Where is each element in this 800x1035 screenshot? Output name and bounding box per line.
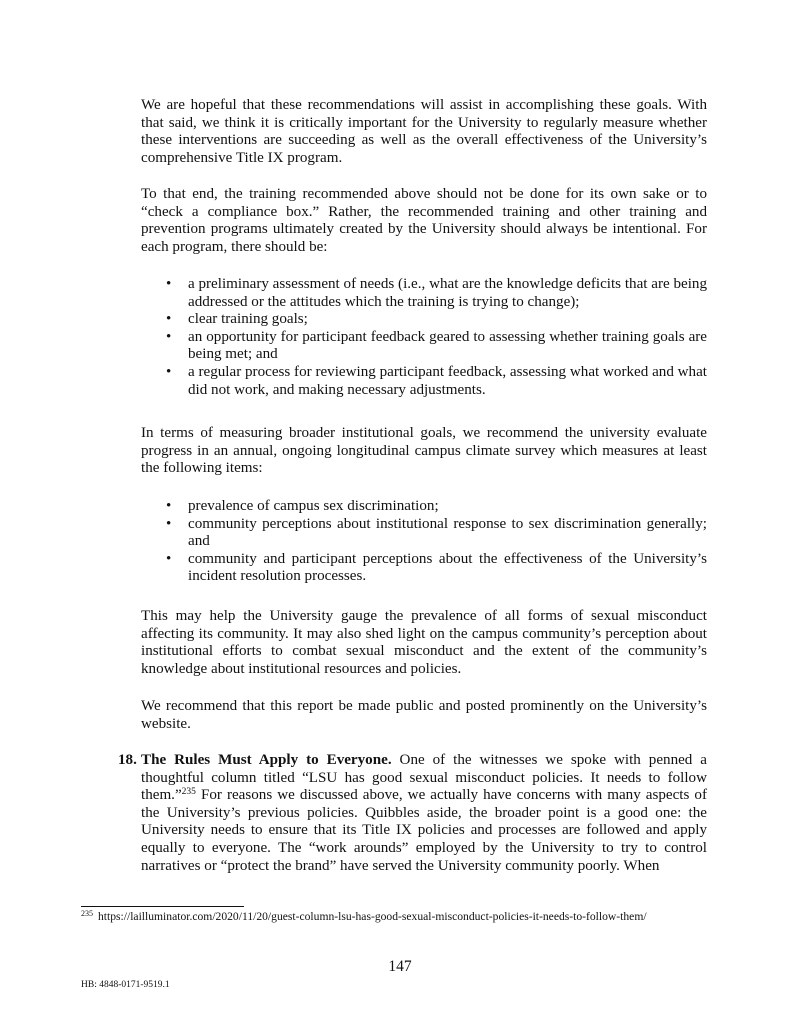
bullet-icon: •: [166, 550, 172, 567]
paragraph-gauge-prevalence: This may help the University gauge the prevalence of all forms of sexual misconduct affecting its community. It may also shed light on the campus community’s perception about institutional efforts to combat sexual misconduct and the extent of the community’s knowledge about institutional resources and policies.: [141, 608, 707, 677]
page-number: 147: [388, 958, 412, 975]
list-item: • an opportunity for participant feedback geared to assessing whether training goals are being met; and: [166, 328, 707, 363]
paragraph-institutional-goals: In terms of measuring broader institutional goals, we recommend the university evaluate progress in an annual, ongoing longitudinal campus climate survey which measures at least the following items:: [141, 425, 707, 477]
numbered-item-18: [118, 752, 707, 875]
footnote-number: 235: [81, 909, 93, 918]
bullet-icon: •: [166, 276, 172, 292]
list-item: • community and participant perceptions about the effectiveness of the University’s incident resolution processes.: [166, 550, 707, 585]
document-id: HB: 4848-0171-9519.1: [81, 980, 170, 990]
list-item: • community perceptions about institutional response to sex discrimination generally; and: [166, 515, 707, 550]
list-item: • prevalence of campus sex discrimination;: [166, 498, 439, 514]
footnote-reference[interactable]: 235: [181, 787, 196, 798]
bullet-icon: •: [166, 363, 172, 380]
footnote-link[interactable]: https://lailluminator.com/2020/11/20/guest-column-lsu-has-good-sexual-misconduct-policies-it-needs-to-follow-them/: [98, 910, 647, 923]
list-item: • clear training goals;: [166, 311, 308, 328]
item-heading: The Rules Must Apply to Everyone.: [141, 752, 392, 768]
bullet-icon: •: [166, 311, 172, 328]
bullet-icon: •: [166, 498, 172, 514]
item-text: The Rules Must Apply to Everyone. One of the witnesses we spoke with penned a thoughtful column titled “LSU has good sexual misconduct policies. It needs to follow them.”$^{235}$ For reasons we discussed above, we actually have concerns with many aspects of the University’s previous policies. Quibbles aside, the broader point is a good one: the University needs to ensure that its Title IX policies and processes are followed and apply equally to everyone. The “work arounds” employed by the University to try to control narratives or “protect the brand” have served the University community poorly. When: [141, 752, 707, 874]
footnote-separator: [81, 906, 244, 907]
paragraph-report-public: We recommend that this report be made public and posted prominently on the University’s website.: [141, 698, 707, 732]
program-requirements-list: [141, 276, 707, 399]
list-item: • a regular process for reviewing participant feedback, assessing what worked and what did not work, and making necessary adjustments.: [166, 363, 707, 398]
item-number: 18.: [118, 752, 137, 768]
paragraph-training-intentional: To that end, the training recommended above should not be done for its own sake or to “check a compliance box.” Rather, the recommended training and other training and prevention programs ultimately created by the University should always be intentional. For each program, there should be:: [141, 186, 707, 255]
paragraph-hopeful: We are hopeful that these recommendations will assist in accomplishing these goals. With that said, we think it is critically important for the University to regularly measure whether these interventions are succeeding as well as the overall effectiveness of the University’s comprehensive Title IX program.: [141, 97, 707, 166]
footnote: [81, 910, 707, 925]
bullet-icon: •: [166, 328, 172, 345]
survey-items-list: [141, 498, 707, 586]
list-item: • a preliminary assessment of needs (i.e., what are the knowledge deficits that are being addressed or the attitudes which the training is trying to change);: [166, 276, 707, 310]
bullet-icon: •: [166, 515, 172, 532]
